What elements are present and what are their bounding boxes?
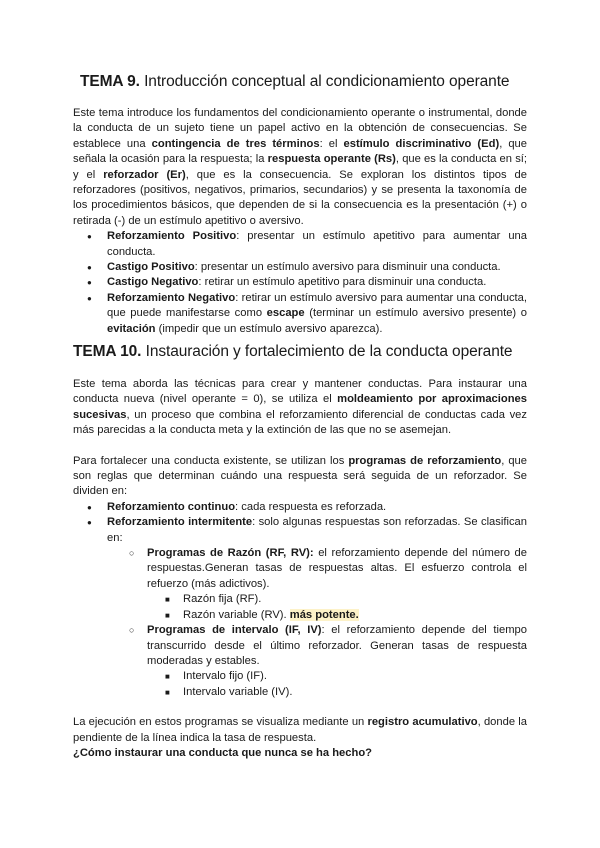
text: , que es la consecuencia. Se exploran los distintos tipos de reforzadores (positivos, negativos, primarios, secundarios) y se presenta la taxonomía de los procedimientos básicos, que dependen de si la consecuencia es la presentación (+) o retirada (-) de un estímulo apetitivo o aversivo.	[73, 168, 527, 227]
tema9-title: Introducción conceptual al condicionamiento operante	[144, 73, 510, 90]
text-bold: programas de reforzamiento	[348, 454, 502, 467]
text: Intervalo variable (IV).	[183, 685, 293, 698]
text: : el	[319, 137, 344, 150]
text: : el reforzamiento depende del tiempo transcurrido desde el último reforzador. Generan tasas de respuesta moderadas y estables.	[147, 624, 527, 667]
text: Para fortalecer una conducta existente, se utilizan los	[73, 454, 349, 467]
list-item	[73, 229, 527, 260]
subsublist-item	[147, 592, 527, 607]
tema10-paragraph-2	[73, 454, 527, 500]
text-bold: Reforzamiento Negativo	[107, 291, 236, 304]
subsublist-item	[147, 608, 527, 623]
list-item	[73, 275, 527, 290]
tema10-question	[73, 746, 527, 761]
subsublist-item	[147, 669, 527, 684]
tema10-paragraph-1	[73, 377, 527, 439]
text: : presentar un estímulo aversivo para disminuir una conducta.	[194, 261, 501, 274]
text: , un proceso que combina el reforzamiento diferencial de conductas cada vez más parecidas a la conducta meta y la extinción de las que no se asemejan.	[73, 408, 527, 437]
text: Este tema aborda las técnicas para crear y mantener conductas. Para instaurar una conducta nueva (nivel operante = 0), se utiliza el	[73, 378, 527, 406]
tema9-list	[73, 229, 527, 337]
tema10-heading	[73, 343, 512, 361]
text: Razón fija (RF).	[183, 593, 262, 606]
highlight: más potente.	[289, 608, 359, 621]
list-item	[73, 291, 527, 337]
text: : retirar un estímulo apetitivo para disminuir una conducta.	[198, 276, 487, 289]
text-bold: reforzador (Er)	[103, 168, 186, 181]
text-bold: Reforzamiento intermitente	[107, 516, 253, 529]
text-bold: moldeamiento por aproximaciones sucesivas	[73, 393, 527, 421]
tema10-number: TEMA 10.	[73, 343, 142, 360]
text: el reforzamiento depende del número de respuestas.Generan tasas de respuestas altas. El esfuerzo controla el refuerzo (más adictivos).	[147, 547, 528, 590]
tema9-heading	[80, 73, 509, 91]
list-item	[73, 260, 527, 275]
subsublist	[147, 669, 527, 700]
subsublist-item	[147, 685, 527, 700]
sublist	[129, 546, 527, 700]
tema10-title: Instauración y fortalecimiento de la conducta operante	[145, 343, 513, 360]
list-item	[73, 500, 527, 515]
list-item	[73, 515, 527, 700]
text: : solo algunas respuestas son reforzadas. Se clasifican en:	[107, 516, 527, 544]
text: (terminar un estímulo aversivo presente) o	[304, 307, 527, 320]
text: Intervalo fijo (IF).	[183, 670, 267, 683]
text: La ejecución en estos programas se visualiza mediante un	[73, 716, 368, 729]
text: Este tema introduce los fundamentos del condicionamiento operante o instrumental, donde la conducta de un sujeto tiene un papel activo en la obtención de consecuencias. Se establece una	[73, 107, 527, 150]
tema9-paragraph	[73, 106, 527, 229]
text: , que son reglas que determinan cuándo una respuesta será seguida de un reforzador. Se dividen en:	[73, 454, 527, 498]
text: , que es la conducta en sí; y el	[73, 153, 528, 181]
tema10-body	[73, 377, 527, 761]
text-bold: respuesta operante (Rs)	[267, 153, 396, 166]
text-bold: Programas de intervalo (IF, IV)	[147, 624, 322, 637]
text-bold: Programas de Razón (RF, RV):	[147, 547, 314, 560]
text: , que señala la ocasión para la respuesta; la	[73, 137, 527, 166]
text-bold: Reforzamiento continuo	[107, 500, 236, 513]
text-bold: evitación	[107, 322, 156, 335]
tema10-paragraph-3	[73, 715, 527, 746]
text: : cada respuesta es reforzada.	[235, 500, 387, 513]
text-bold: estímulo discriminativo (Ed)	[343, 137, 500, 150]
tema9-number: TEMA 9.	[80, 73, 140, 90]
text-bold: registro acumulativo	[367, 716, 478, 729]
tema9-body	[73, 106, 527, 337]
sublist-item	[129, 546, 527, 623]
tema10-list	[73, 500, 527, 700]
text-bold: Reforzamiento Positivo	[107, 230, 237, 243]
text: : presentar un estímulo apetitivo para aumentar una conducta.	[107, 230, 528, 258]
text: : retirar un estímulo aversivo para aumentar una conducta, que puede manifestarse como	[107, 291, 528, 320]
text-bold: ¿Cómo instaurar una conducta que nunca se ha hecho?	[73, 746, 372, 759]
text-bold: Castigo Positivo	[107, 261, 195, 274]
subsublist	[147, 592, 527, 623]
text: (impedir que un estímulo aversivo aparezca).	[155, 322, 383, 335]
text-bold: escape	[266, 307, 305, 320]
sublist-item	[129, 623, 527, 700]
text-bold: Castigo Negativo	[107, 276, 199, 289]
text-bold: contingencia de tres términos	[151, 137, 320, 150]
text: , donde la pendiente de la línea indica la tasa de respuesta.	[73, 716, 527, 744]
text: Razón variable (RV).	[183, 608, 290, 621]
